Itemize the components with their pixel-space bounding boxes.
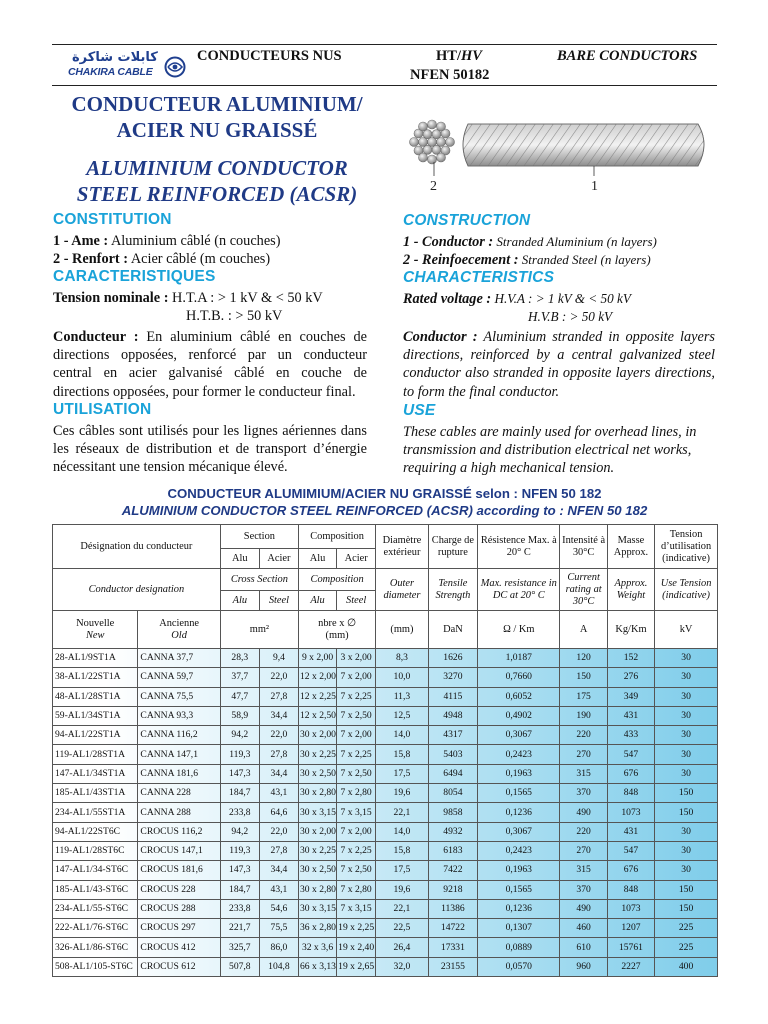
cell-old-designation: CROCUS 288 xyxy=(138,899,220,918)
cell-new-designation: 48-AL1/28ST1A xyxy=(53,687,138,706)
cell-composition-steel: 7 x 2,80 xyxy=(337,880,376,899)
cell-resistance: 0,1236 xyxy=(478,803,560,822)
cell-composition-alu: 30 x 3,15 xyxy=(299,899,337,918)
cell-composition-alu: 30 x 2,80 xyxy=(299,784,337,803)
hdr-comp-alu-fr: Alu xyxy=(299,549,337,569)
cell-current-rating: 120 xyxy=(560,649,607,668)
cell-old-designation: CROCUS 147,1 xyxy=(138,841,220,860)
cell-outer-diameter: 11,3 xyxy=(376,687,428,706)
cell-outer-diameter: 15,8 xyxy=(376,841,428,860)
header-center-line1 xyxy=(436,48,482,65)
cell-section-steel: 43,1 xyxy=(259,784,298,803)
hdr-use-tension: Use Tension (indicative) xyxy=(655,569,718,611)
cell-section-alu: 37,7 xyxy=(220,668,259,687)
cell-section-steel: 27,8 xyxy=(259,687,298,706)
cell-current-rating: 315 xyxy=(560,861,607,880)
cell-composition-steel: 7 x 2,25 xyxy=(337,687,376,706)
cell-weight: 848 xyxy=(607,880,654,899)
cell-outer-diameter: 17,5 xyxy=(376,861,428,880)
hdr-acier: Acier xyxy=(259,549,298,569)
cell-current-rating: 270 xyxy=(560,841,607,860)
cell-use-tension: 400 xyxy=(655,957,718,976)
cell-section-alu: 184,7 xyxy=(220,784,259,803)
cell-weight: 848 xyxy=(607,784,654,803)
hdr-unit-nbre: nbre x ∅ (mm) xyxy=(299,611,376,649)
characteristics-heading: CHARACTERISTICS xyxy=(403,269,555,286)
cell-section-steel: 75,5 xyxy=(259,919,298,938)
table-row xyxy=(53,706,718,725)
cell-resistance: 1,0187 xyxy=(478,649,560,668)
cell-tensile-strength: 9858 xyxy=(428,803,477,822)
header-rule-top xyxy=(52,44,717,45)
cell-use-tension: 30 xyxy=(655,649,718,668)
cell-composition-alu: 30 x 3,15 xyxy=(299,803,337,822)
cell-use-tension: 150 xyxy=(655,803,718,822)
table-row xyxy=(53,784,718,803)
cell-weight: 431 xyxy=(607,706,654,725)
utilisation-text: Ces câbles sont utilisés pour les lignes aériennes dans les réseaux de distribution et de transport d’énergie nécessitant une tension mécanique élevé. xyxy=(53,423,367,476)
use-text: These cables are mainly used for overhead lines, in transmission and distribution electrical net works, requiring a high mechanical tension. xyxy=(403,424,697,477)
table-row xyxy=(53,803,718,822)
cross-section xyxy=(410,120,455,164)
cell-current-rating: 490 xyxy=(560,803,607,822)
table-row xyxy=(53,726,718,745)
cell-old-designation: CANNA 181,6 xyxy=(138,764,220,783)
cell-weight: 676 xyxy=(607,764,654,783)
cell-composition-alu: 9 x 2,00 xyxy=(299,649,337,668)
logo-arabic-text: كابلات شاكرة xyxy=(72,50,158,65)
cell-composition-steel: 7 x 2,50 xyxy=(337,861,376,880)
cell-composition-alu: 12 x 2,50 xyxy=(299,706,337,725)
construction-reinforcement: 2 - Reinfoecement : Stranded Steel (n layers) xyxy=(403,252,651,268)
cell-current-rating: 490 xyxy=(560,899,607,918)
cell-resistance: 0,1236 xyxy=(478,899,560,918)
cell-tensile-strength: 6494 xyxy=(428,764,477,783)
cell-current-rating: 270 xyxy=(560,745,607,764)
cell-composition-steel: 7 x 3,15 xyxy=(337,803,376,822)
table-row xyxy=(53,687,718,706)
cell-tensile-strength: 4115 xyxy=(428,687,477,706)
cell-new-designation: 119-AL1/28ST1A xyxy=(53,745,138,764)
hdr-tension-fr: Tension d’utilisation (indicative) xyxy=(655,525,718,569)
table-row xyxy=(53,764,718,783)
cell-tensile-strength: 11386 xyxy=(428,899,477,918)
cell-outer-diameter: 14,0 xyxy=(376,822,428,841)
cell-composition-alu: 30 x 2,25 xyxy=(299,841,337,860)
hdr-composition-en: Composition xyxy=(299,569,376,591)
header-left-label: CONDUCTEURS NUS xyxy=(197,48,342,64)
cell-section-alu: 147,3 xyxy=(220,764,259,783)
hdr-intensite: Intensité à 30°C xyxy=(560,525,607,569)
cell-resistance: 0,2423 xyxy=(478,745,560,764)
conducteur-description: Conducteur : En aluminium câblé en couches de directions opposées, renforcé par un conducteur central en acier galvanisé câblé en couche de directions opposées, pour former le conducteur final. xyxy=(53,329,368,400)
cell-section-alu: 119,3 xyxy=(220,745,259,764)
cell-old-designation: CANNA 59,7 xyxy=(138,668,220,687)
cell-section-steel: 64,6 xyxy=(259,803,298,822)
cell-composition-steel: 7 x 2,50 xyxy=(337,706,376,725)
cell-use-tension: 30 xyxy=(655,745,718,764)
cell-current-rating: 315 xyxy=(560,764,607,783)
hdr-current: Current rating at 30°C xyxy=(560,569,607,611)
cell-tensile-strength: 7422 xyxy=(428,861,477,880)
title-fr-line1: CONDUCTEUR ALUMINIUM/ xyxy=(71,92,363,116)
cell-old-designation: CANNA 147,1 xyxy=(138,745,220,764)
tension-htb: H.T.B. : > 50 kV xyxy=(186,308,283,324)
cell-section-alu: 233,8 xyxy=(220,899,259,918)
cell-new-designation: 28-AL1/9ST1A xyxy=(53,649,138,668)
hdr-weight: Approx. Weight xyxy=(607,569,654,611)
table-row xyxy=(53,919,718,938)
cell-new-designation: 147-AL1/34ST1A xyxy=(53,764,138,783)
cell-weight: 276 xyxy=(607,668,654,687)
cell-use-tension: 30 xyxy=(655,841,718,860)
cable-illustration xyxy=(398,114,718,194)
cell-tensile-strength: 17331 xyxy=(428,938,477,957)
cell-section-steel: 86,0 xyxy=(259,938,298,957)
cell-resistance: 0,3067 xyxy=(478,822,560,841)
cell-tensile-strength: 4948 xyxy=(428,706,477,725)
cell-resistance: 0,2423 xyxy=(478,841,560,860)
rated-voltage: Rated voltage : H.V.A : > 1 kV & < 50 kV xyxy=(403,291,631,307)
cell-weight: 15761 xyxy=(607,938,654,957)
hdr-unit-mm: (mm) xyxy=(376,611,428,649)
cell-outer-diameter: 17,5 xyxy=(376,764,428,783)
header-standard: NFEN 50182 xyxy=(410,67,490,83)
cell-composition-alu: 30 x 2,25 xyxy=(299,745,337,764)
table-row xyxy=(53,899,718,918)
cell-composition-alu: 30 x 2,00 xyxy=(299,726,337,745)
cell-old-designation: CANNA 37,7 xyxy=(138,649,220,668)
hdr-unit-ohm: Ω / Km xyxy=(478,611,560,649)
header-rule-bottom xyxy=(52,85,717,86)
cell-current-rating: 220 xyxy=(560,726,607,745)
cell-outer-diameter: 12,5 xyxy=(376,706,428,725)
conductor-description: Conductor : Aluminium stranded in opposite layers directions, reinforced by a central galvanized steel conductor also stranded in opposite layers directions, to form the final conductor. xyxy=(403,329,715,400)
cell-section-steel: 54,6 xyxy=(259,899,298,918)
acsr-spec-table xyxy=(52,524,718,977)
hdr-unit-a: A xyxy=(560,611,607,649)
table-row xyxy=(53,668,718,687)
cell-use-tension: 225 xyxy=(655,919,718,938)
cell-current-rating: 220 xyxy=(560,822,607,841)
cell-use-tension: 30 xyxy=(655,822,718,841)
cell-composition-alu: 30 x 2,80 xyxy=(299,880,337,899)
hdr-unit-kv: kV xyxy=(655,611,718,649)
cell-section-alu: 28,3 xyxy=(220,649,259,668)
cell-tensile-strength: 14722 xyxy=(428,919,477,938)
hdr-steel: Steel xyxy=(259,591,298,611)
cell-section-steel: 22,0 xyxy=(259,822,298,841)
cell-current-rating: 960 xyxy=(560,957,607,976)
cell-section-steel: 34,4 xyxy=(259,706,298,725)
cell-composition-alu: 32 x 3,6 xyxy=(299,938,337,957)
hdr-new: Nouvelle New xyxy=(53,611,138,649)
figure-label-1: 1 xyxy=(591,179,598,194)
cell-old-designation: CANNA 93,3 xyxy=(138,706,220,725)
cell-new-designation: 94-AL1/22ST1A xyxy=(53,726,138,745)
cell-weight: 547 xyxy=(607,841,654,860)
hdr-resistance-en: Max. resistance in DC at 20° C xyxy=(478,569,560,611)
cell-composition-steel: 7 x 3,15 xyxy=(337,899,376,918)
logo-swirl-icon xyxy=(164,56,186,78)
hdr-cross-section: Cross Section xyxy=(220,569,298,591)
cell-composition-steel: 7 x 2,00 xyxy=(337,726,376,745)
figure-label-2: 2 xyxy=(430,179,437,194)
cell-tensile-strength: 1626 xyxy=(428,649,477,668)
cell-section-alu: 507,8 xyxy=(220,957,259,976)
cell-use-tension: 30 xyxy=(655,668,718,687)
hdr-unit-dan: DaN xyxy=(428,611,477,649)
hdr-alu-en: Alu xyxy=(220,591,259,611)
cell-new-designation: 326-AL1/86-ST6C xyxy=(53,938,138,957)
cell-weight: 2227 xyxy=(607,957,654,976)
cell-weight: 431 xyxy=(607,822,654,841)
cell-old-designation: CROCUS 612 xyxy=(138,957,220,976)
hdr-charge: Charge de rupture xyxy=(428,525,477,569)
construction-conductor: 1 - Conductor : Stranded Aluminium (n layers) xyxy=(403,234,657,250)
table-row xyxy=(53,745,718,764)
table-row xyxy=(53,861,718,880)
cell-old-designation: CROCUS 297 xyxy=(138,919,220,938)
cell-weight: 349 xyxy=(607,687,654,706)
cell-new-designation: 147-AL1/34-ST6C xyxy=(53,861,138,880)
cell-composition-alu: 12 x 2,00 xyxy=(299,668,337,687)
cell-composition-alu: 36 x 2,80 xyxy=(299,919,337,938)
cell-outer-diameter: 10,0 xyxy=(376,668,428,687)
header-hv: HV xyxy=(460,48,482,64)
cell-section-alu: 94,2 xyxy=(220,822,259,841)
cell-outer-diameter: 14,0 xyxy=(376,726,428,745)
table-row xyxy=(53,649,718,668)
cell-weight: 676 xyxy=(607,861,654,880)
cell-old-designation: CANNA 228 xyxy=(138,784,220,803)
table-row xyxy=(53,880,718,899)
cell-weight: 433 xyxy=(607,726,654,745)
cell-current-rating: 370 xyxy=(560,784,607,803)
cell-composition-steel: 7 x 2,00 xyxy=(337,822,376,841)
table-row xyxy=(53,822,718,841)
hdr-comp-alu-en: Alu xyxy=(299,591,337,611)
cell-resistance: 0,3067 xyxy=(478,726,560,745)
hdr-outer-diameter: Outer diameter xyxy=(376,569,428,611)
cell-composition-steel: 7 x 2,80 xyxy=(337,784,376,803)
cell-section-steel: 22,0 xyxy=(259,668,298,687)
cell-resistance: 0,1565 xyxy=(478,880,560,899)
cell-new-designation: 185-AL1/43ST1A xyxy=(53,784,138,803)
cell-weight: 1207 xyxy=(607,919,654,938)
cell-new-designation: 38-AL1/22ST1A xyxy=(53,668,138,687)
cell-old-designation: CANNA 288 xyxy=(138,803,220,822)
header-right-label: BARE CONDUCTORS xyxy=(557,48,698,64)
cell-section-alu: 233,8 xyxy=(220,803,259,822)
cell-resistance: 0,6052 xyxy=(478,687,560,706)
cell-new-designation: 119-AL1/28ST6C xyxy=(53,841,138,860)
cell-resistance: 0,1565 xyxy=(478,784,560,803)
constitution-ame: 1 - Ame : Aluminium câblé (n couches) xyxy=(53,233,281,249)
cell-resistance: 0,1307 xyxy=(478,919,560,938)
cell-new-designation: 508-AL1/105-ST6C xyxy=(53,957,138,976)
cell-weight: 547 xyxy=(607,745,654,764)
cell-new-designation: 222-AL1/76-ST6C xyxy=(53,919,138,938)
cell-section-steel: 104,8 xyxy=(259,957,298,976)
construction-heading: CONSTRUCTION xyxy=(403,212,531,229)
title-en-line1: ALUMINIUM CONDUCTOR xyxy=(86,156,348,180)
table-caption-fr: CONDUCTEUR ALUMIMIUM/ACIER NU GRAISSÉ selon : NFEN 50 182 xyxy=(167,486,602,501)
cell-new-designation: 94-AL1/22ST6C xyxy=(53,822,138,841)
cell-outer-diameter: 26,4 xyxy=(376,938,428,957)
title-fr-line2: ACIER NU GRAISSÉ xyxy=(116,118,318,142)
table-row xyxy=(53,938,718,957)
cell-use-tension: 30 xyxy=(655,861,718,880)
hdr-resistance-fr: Résistence Max. à 20° C xyxy=(478,525,560,569)
cell-use-tension: 30 xyxy=(655,706,718,725)
hdr-comp-acier: Acier xyxy=(337,549,376,569)
constitution-heading: CONSTITUTION xyxy=(53,211,172,228)
cell-current-rating: 190 xyxy=(560,706,607,725)
cell-composition-steel: 7 x 2,00 xyxy=(337,668,376,687)
cell-outer-diameter: 8,3 xyxy=(376,649,428,668)
cell-composition-alu: 66 x 3,13 xyxy=(299,957,337,976)
cell-composition-alu: 30 x 2,00 xyxy=(299,822,337,841)
cell-section-alu: 47,7 xyxy=(220,687,259,706)
cell-new-designation: 234-AL1/55-ST6C xyxy=(53,899,138,918)
cell-section-steel: 34,4 xyxy=(259,861,298,880)
hdr-unit-mm2: mm² xyxy=(220,611,298,649)
cell-tensile-strength: 8054 xyxy=(428,784,477,803)
cell-composition-steel: 19 x 2,65 xyxy=(337,957,376,976)
cell-composition-alu: 30 x 2,50 xyxy=(299,861,337,880)
cell-resistance: 0,0570 xyxy=(478,957,560,976)
cell-composition-steel: 7 x 2,50 xyxy=(337,764,376,783)
utilisation-heading: UTILISATION xyxy=(53,401,152,418)
cell-section-steel: 43,1 xyxy=(259,880,298,899)
cell-use-tension: 150 xyxy=(655,899,718,918)
cell-new-designation: 234-AL1/55ST1A xyxy=(53,803,138,822)
cell-composition-alu: 30 x 2,50 xyxy=(299,764,337,783)
cell-use-tension: 225 xyxy=(655,938,718,957)
cell-tensile-strength: 4932 xyxy=(428,822,477,841)
caracteristiques-heading: CARACTERISTIQUES xyxy=(53,268,216,285)
hdr-unit-kgkm: Kg/Km xyxy=(607,611,654,649)
cell-weight: 1073 xyxy=(607,803,654,822)
hdr-diametre: Diamètre extérieur xyxy=(376,525,428,569)
cell-use-tension: 30 xyxy=(655,764,718,783)
tension-nominale: Tension nominale : H.T.A : > 1 kV & < 50 kV xyxy=(53,290,323,306)
cell-tensile-strength: 9218 xyxy=(428,880,477,899)
cell-current-rating: 460 xyxy=(560,919,607,938)
constitution-renfort: 2 - Renfort : Acier câblé (m couches) xyxy=(53,251,271,267)
header-ht: HT/ xyxy=(436,48,461,64)
cell-composition-steel: 19 x 2,25 xyxy=(337,919,376,938)
cell-current-rating: 175 xyxy=(560,687,607,706)
cell-resistance: 0,1963 xyxy=(478,764,560,783)
cell-new-designation: 185-AL1/43-ST6C xyxy=(53,880,138,899)
hdr-section-fr: Section xyxy=(220,525,298,549)
cell-use-tension: 150 xyxy=(655,784,718,803)
cell-resistance: 0,1963 xyxy=(478,861,560,880)
cell-outer-diameter: 15,8 xyxy=(376,745,428,764)
cell-current-rating: 150 xyxy=(560,668,607,687)
cell-tensile-strength: 4317 xyxy=(428,726,477,745)
hdr-tensile: Tensile Strength xyxy=(428,569,477,611)
cell-outer-diameter: 22,1 xyxy=(376,803,428,822)
hdr-designation-en: Conductor designation xyxy=(53,569,221,611)
cell-tensile-strength: 5403 xyxy=(428,745,477,764)
cell-outer-diameter: 22,1 xyxy=(376,899,428,918)
hdr-masse: Masse Approx. xyxy=(607,525,654,569)
cell-weight: 152 xyxy=(607,649,654,668)
cell-old-designation: CROCUS 228 xyxy=(138,880,220,899)
hdr-composition-fr: Composition xyxy=(299,525,376,549)
cell-section-alu: 325,7 xyxy=(220,938,259,957)
cell-outer-diameter: 22,5 xyxy=(376,919,428,938)
cell-section-steel: 22,0 xyxy=(259,726,298,745)
cell-composition-steel: 19 x 2,40 xyxy=(337,938,376,957)
table-row xyxy=(53,841,718,860)
cell-current-rating: 610 xyxy=(560,938,607,957)
cell-new-designation: 59-AL1/34ST1A xyxy=(53,706,138,725)
hdr-designation-fr: Désignation du conducteur xyxy=(53,525,221,569)
cell-use-tension: 30 xyxy=(655,726,718,745)
cell-outer-diameter: 19,6 xyxy=(376,784,428,803)
cell-old-designation: CROCUS 412 xyxy=(138,938,220,957)
cell-section-alu: 58,9 xyxy=(220,706,259,725)
cell-resistance: 0,4902 xyxy=(478,706,560,725)
rated-voltage-hvb: H.V.B : > 50 kV xyxy=(528,309,613,324)
cell-section-steel: 9,4 xyxy=(259,649,298,668)
cell-composition-steel: 3 x 2,00 xyxy=(337,649,376,668)
logo-text: CHAKIRA CABLE xyxy=(68,66,153,78)
cell-section-steel: 27,8 xyxy=(259,841,298,860)
title-en-line2: STEEL REINFORCED (ACSR) xyxy=(76,182,358,206)
cell-resistance: 0,0889 xyxy=(478,938,560,957)
cell-old-designation: CANNA 116,2 xyxy=(138,726,220,745)
cell-section-alu: 147,3 xyxy=(220,861,259,880)
company-logo xyxy=(58,50,190,82)
cell-old-designation: CROCUS 116,2 xyxy=(138,822,220,841)
table-row xyxy=(53,957,718,976)
cell-composition-alu: 12 x 2,25 xyxy=(299,687,337,706)
cell-composition-steel: 7 x 2,25 xyxy=(337,841,376,860)
cell-composition-steel: 7 x 2,25 xyxy=(337,745,376,764)
cell-tensile-strength: 3270 xyxy=(428,668,477,687)
cell-section-alu: 221,7 xyxy=(220,919,259,938)
cell-weight: 1073 xyxy=(607,899,654,918)
cell-section-alu: 184,7 xyxy=(220,880,259,899)
cell-section-alu: 94,2 xyxy=(220,726,259,745)
cell-resistance: 0,7660 xyxy=(478,668,560,687)
use-heading: USE xyxy=(403,402,436,419)
cell-tensile-strength: 6183 xyxy=(428,841,477,860)
cell-use-tension: 150 xyxy=(655,880,718,899)
cell-old-designation: CANNA 75,5 xyxy=(138,687,220,706)
hdr-comp-steel: Steel xyxy=(337,591,376,611)
cell-section-steel: 34,4 xyxy=(259,764,298,783)
cell-section-alu: 119,3 xyxy=(220,841,259,860)
cell-section-steel: 27,8 xyxy=(259,745,298,764)
cell-outer-diameter: 19,6 xyxy=(376,880,428,899)
cell-use-tension: 30 xyxy=(655,687,718,706)
table-caption-en: ALUMINIUM CONDUCTOR STEEL REINFORCED (ACSR) according to : NFEN 50 182 xyxy=(121,503,648,518)
cell-outer-diameter: 32,0 xyxy=(376,957,428,976)
hdr-old: Ancienne Old xyxy=(138,611,220,649)
cell-tensile-strength: 23155 xyxy=(428,957,477,976)
hdr-alu-fr: Alu xyxy=(220,549,259,569)
cell-old-designation: CROCUS 181,6 xyxy=(138,861,220,880)
cell-current-rating: 370 xyxy=(560,880,607,899)
